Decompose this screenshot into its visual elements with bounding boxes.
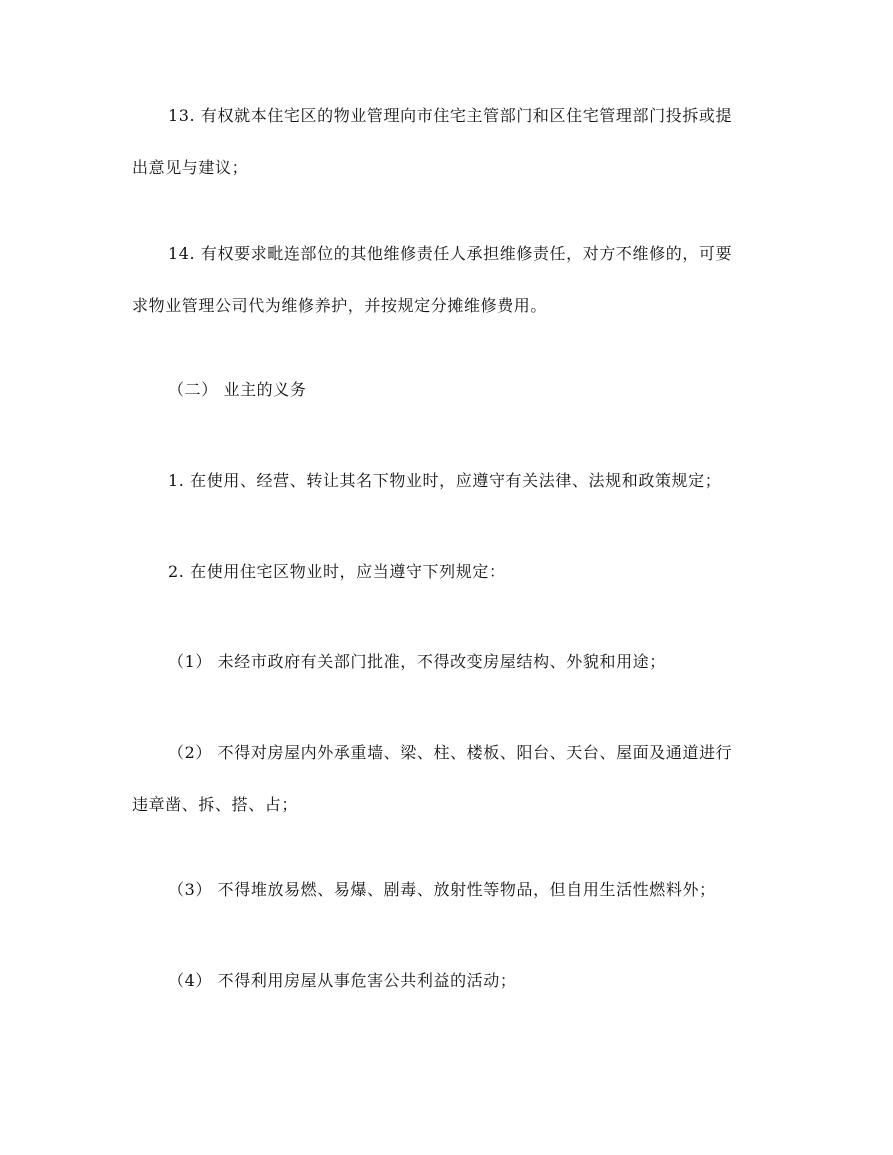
paragraph-line: （1） 未经市政府有关部门批准，不得改变房屋结构、外貌和用途；: [168, 652, 666, 671]
paragraph-line: 13. 有权就本住宅区的物业管理向市住宅主管部门和区住宅管理部门投拆或提: [168, 106, 733, 125]
paragraph-item-14: [132, 228, 772, 332]
paragraph-line: 出意见与建议；: [132, 158, 249, 177]
paragraph-line: 2. 在使用住宅区物业时，应当遵守下列规定：: [168, 562, 506, 581]
rule-item-3: [132, 864, 772, 916]
paragraph-line: （4） 不得利用房屋从事危害公共利益的活动；: [168, 971, 517, 990]
paragraph-line: 求物业管理公司代为维修养护，并按规定分摊维修费用。: [132, 296, 548, 315]
rule-item-4: [132, 955, 772, 1007]
paragraph-line: （3） 不得堆放易燃、易爆、剧毒、放射性等物品，但自用生活性燃料外；: [168, 880, 716, 899]
paragraph-line: （二） 业主的义务: [168, 380, 307, 399]
duty-item-2: [132, 546, 772, 598]
paragraph-line: 1. 在使用、经营、转让其名下物业时，应遵守有关法律、法规和政策规定；: [168, 471, 722, 490]
paragraph-line: （2） 不得对房屋内外承重墙、梁、柱、楼板、阳台、天台、屋面及通道进行: [168, 743, 733, 762]
paragraph-item-13: [132, 90, 772, 194]
section-heading-owner-duties: [132, 364, 772, 416]
rule-item-1: [132, 636, 772, 688]
duty-item-1: [132, 455, 772, 507]
paragraph-line: 14. 有权要求毗连部位的其他维修责任人承担维修责任，对方不维修的，可要: [168, 244, 733, 263]
rule-item-2: [132, 727, 772, 831]
paragraph-line: 违章凿、拆、搭、占；: [132, 795, 299, 814]
